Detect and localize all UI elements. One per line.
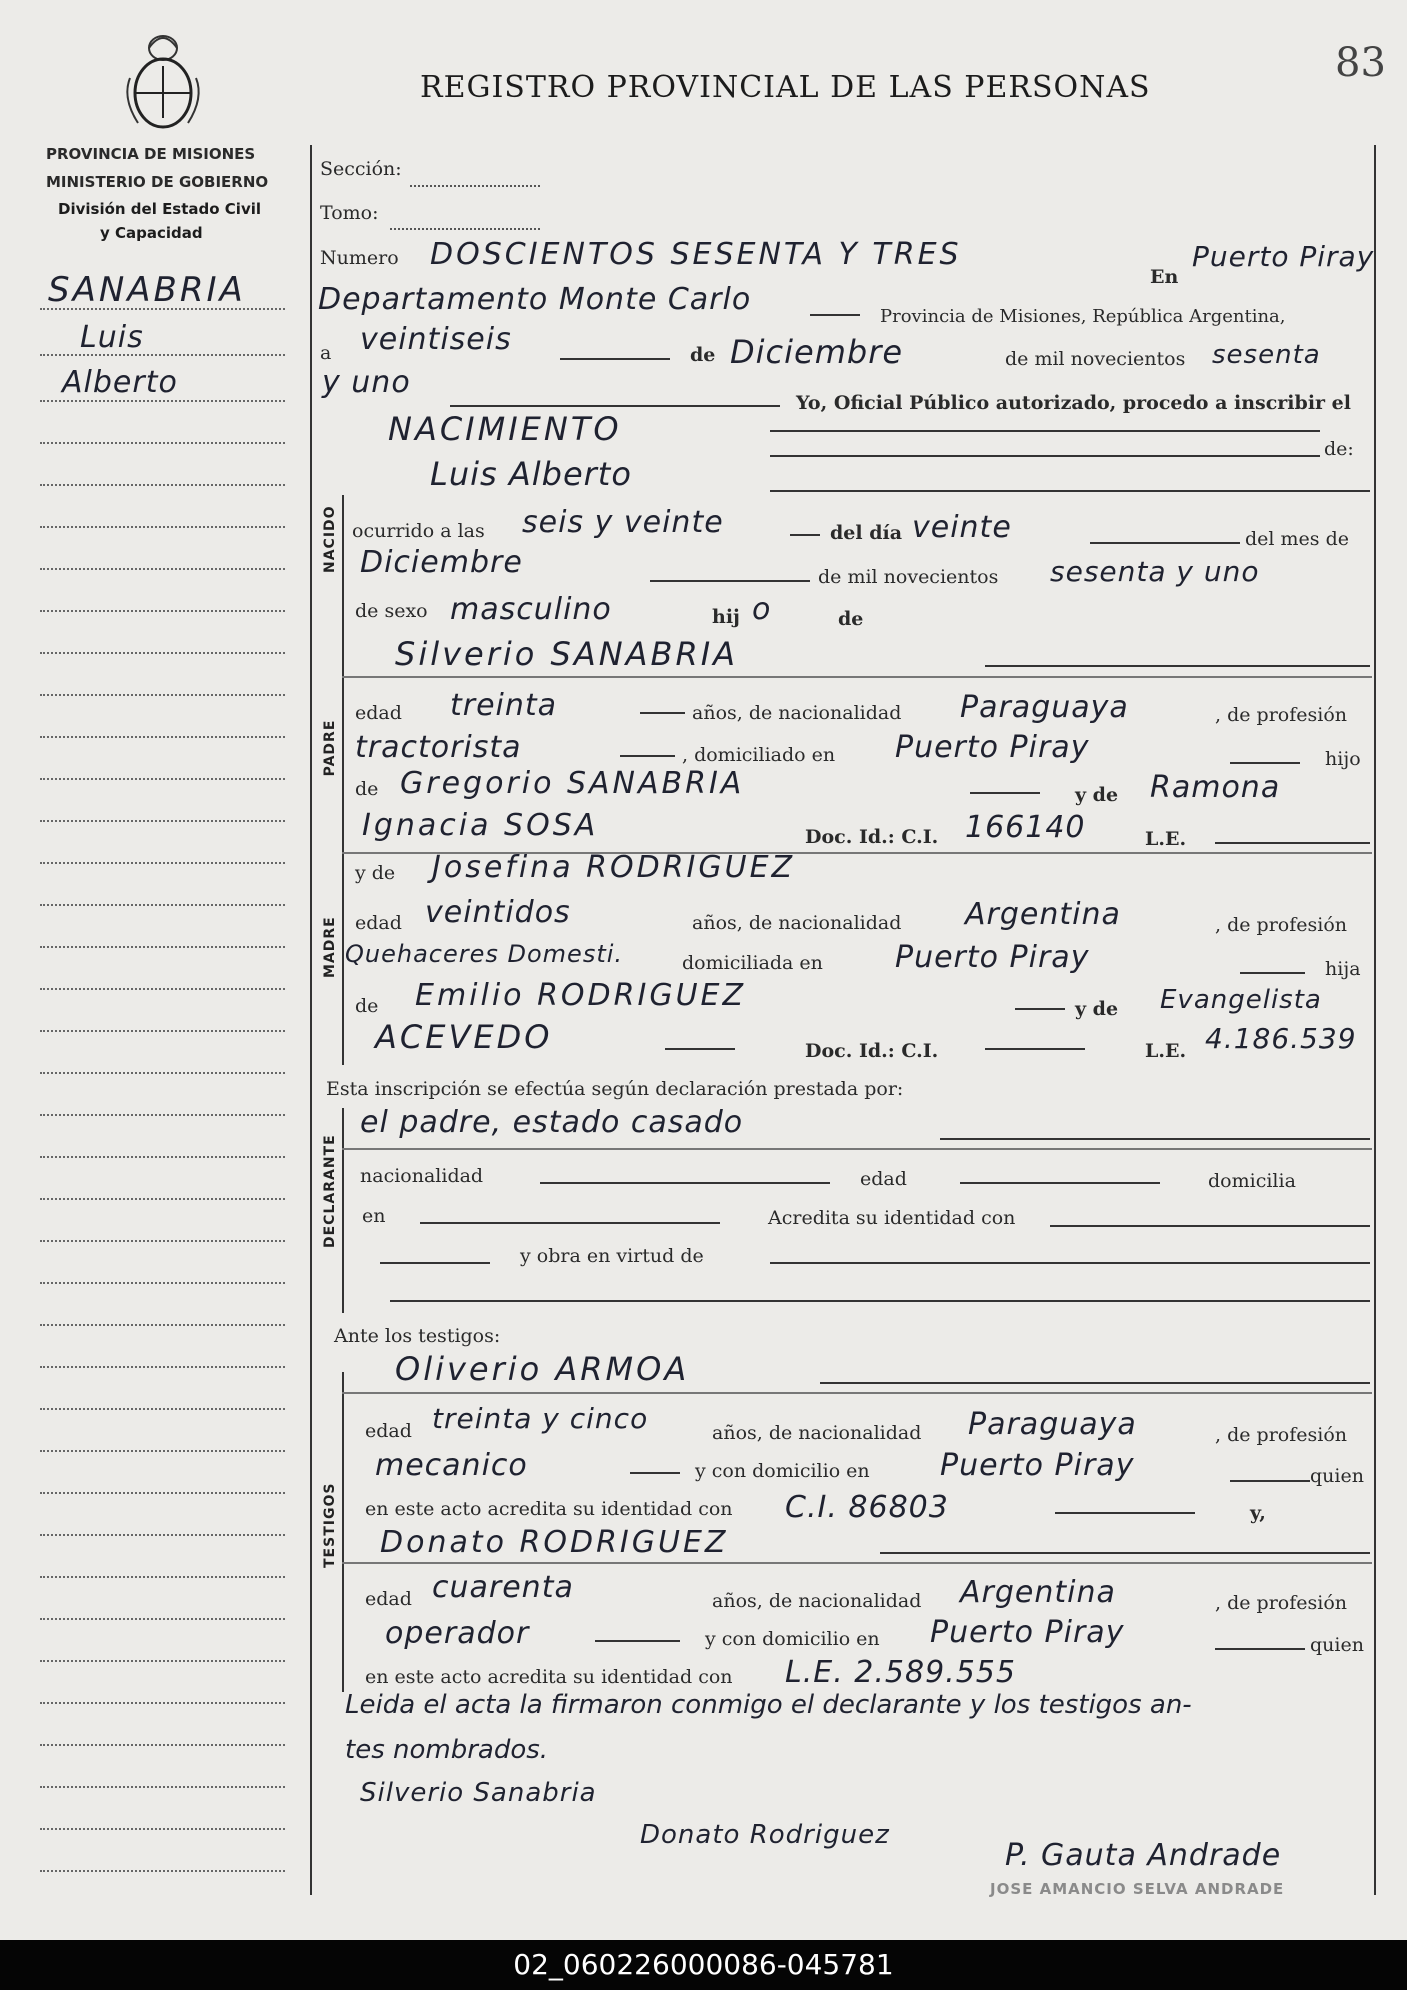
field-padre-madre-a: Ramona bbox=[1150, 770, 1281, 805]
field-padre-edad: treinta bbox=[450, 688, 558, 723]
org-line-2: MINISTERIO DE GOBIERNO bbox=[46, 173, 269, 191]
label-edad-decl: edad bbox=[860, 1168, 907, 1190]
label-profesion-madre: , de profesión bbox=[1215, 914, 1347, 936]
field-testigo1-nacionalidad: Paraguaya bbox=[968, 1407, 1137, 1442]
signature-testigo: Donato Rodriguez bbox=[640, 1820, 890, 1850]
label-de-1: de bbox=[690, 344, 716, 366]
side-label-madre: MADRE bbox=[322, 916, 338, 978]
label-anos-nac-madre: años, de nacionalidad bbox=[692, 912, 902, 934]
label-y-de-padre: y de bbox=[1075, 784, 1119, 806]
label-y-de-madre-2: y de bbox=[1075, 998, 1119, 1020]
label-domicilia-decl: domicilia bbox=[1208, 1170, 1296, 1192]
label-le-madre: L.E. bbox=[1145, 1040, 1187, 1062]
signature-declarante: Silverio Sanabria bbox=[360, 1778, 597, 1808]
field-lugar: Puerto Piray bbox=[1192, 240, 1375, 273]
label-declaracion: Esta inscripción se efectúa según declaración prestada por: bbox=[326, 1078, 904, 1100]
field-madre-padre: Emilio RODRIGUEZ bbox=[415, 978, 747, 1013]
label-acredita-t2: en este acto acredita su identidad con bbox=[365, 1666, 733, 1688]
label-provincia: Provincia de Misiones, República Argentina, bbox=[880, 306, 1286, 327]
label-edad-padre: edad bbox=[355, 702, 402, 724]
field-padre-padre: Gregorio SANABRIA bbox=[400, 766, 745, 801]
field-padre-profesion: tractorista bbox=[355, 730, 522, 765]
field-mes: Diciembre bbox=[730, 333, 904, 371]
field-anio-a: sesenta bbox=[1212, 340, 1321, 370]
label-mil-novecientos-1: de mil novecientos bbox=[1005, 348, 1186, 370]
label-hija: hija bbox=[1325, 958, 1361, 980]
label-edad-madre: edad bbox=[355, 912, 402, 934]
field-testigo1-profesion: mecanico bbox=[375, 1448, 528, 1483]
label-a: a bbox=[320, 342, 332, 364]
coat-of-arms-icon bbox=[118, 18, 208, 136]
label-quien-t2: quien bbox=[1310, 1634, 1364, 1656]
label-de-2: de bbox=[838, 608, 864, 630]
field-dia-nac: veinte bbox=[912, 510, 1012, 545]
field-testigo2-doc: L.E. 2.589.555 bbox=[785, 1655, 1016, 1690]
label-profesion-padre: , de profesión bbox=[1215, 704, 1347, 726]
field-padre-ci: 166140 bbox=[965, 810, 1086, 845]
margin-divider bbox=[310, 145, 312, 1895]
field-padre-domicilio: Puerto Piray bbox=[895, 730, 1090, 765]
label-profesion-t1: , de profesión bbox=[1215, 1424, 1347, 1446]
field-testigo2-nombre: Donato RODRIGUEZ bbox=[380, 1525, 729, 1560]
field-numero: DOSCIENTOS SESENTA Y TRES bbox=[430, 237, 962, 272]
field-acto: NACIMIENTO bbox=[388, 410, 622, 448]
label-yo-oficial: Yo, Oficial Público autorizado, procedo a inscribir el bbox=[796, 392, 1351, 414]
label-quien-t1: quien bbox=[1310, 1465, 1364, 1487]
label-y-coma: y, bbox=[1250, 1502, 1266, 1524]
label-hij: hij bbox=[712, 606, 740, 628]
field-padre-nombre: Silverio SANABRIA bbox=[395, 635, 739, 673]
label-profesion-t2: , de profesión bbox=[1215, 1592, 1347, 1614]
field-testigo2-domicilio: Puerto Piray bbox=[930, 1615, 1125, 1650]
page-number: 83 bbox=[1335, 40, 1386, 86]
field-madre-profesion: Quehaceres Domesti. bbox=[345, 940, 624, 968]
field-padre-nacionalidad: Paraguaya bbox=[960, 690, 1129, 725]
org-line-1: PROVINCIA DE MISIONES bbox=[46, 145, 256, 163]
org-line-4: y Capacidad bbox=[100, 224, 203, 242]
field-madre-madre-b: ACEVEDO bbox=[375, 1018, 553, 1056]
label-de-colon: de: bbox=[1324, 438, 1354, 460]
label-de-madre: de bbox=[355, 995, 379, 1017]
field-testigo2-nacionalidad: Argentina bbox=[960, 1575, 1116, 1610]
label-domiciliada-madre: domiciliada en bbox=[682, 952, 823, 974]
margin-name-1: Luis bbox=[80, 320, 144, 355]
label-edad-t1: edad bbox=[365, 1420, 412, 1442]
field-testigo1-doc: C.I. 86803 bbox=[785, 1490, 949, 1525]
section-divider-nacido-madre bbox=[342, 495, 344, 1065]
field-departamento: Departamento Monte Carlo bbox=[318, 282, 752, 317]
label-seccion: Sección: bbox=[320, 158, 402, 180]
margin-surname: SANABRIA bbox=[48, 270, 246, 310]
field-testigo1-edad: treinta y cinco bbox=[432, 1402, 649, 1435]
label-en: En bbox=[1150, 266, 1179, 288]
field-testigo1-nombre: Oliverio ARMOA bbox=[395, 1350, 690, 1388]
field-padre-madre-b: Ignacia SOSA bbox=[362, 808, 599, 843]
field-madre-domicilio: Puerto Piray bbox=[895, 940, 1090, 975]
side-label-padre: PADRE bbox=[322, 719, 338, 777]
label-acredita-t1: en este acto acredita su identidad con bbox=[365, 1498, 733, 1520]
side-label-declarante: DECLARANTE bbox=[322, 1134, 338, 1248]
label-con-domicilio-t1: y con domicilio en bbox=[695, 1460, 870, 1482]
field-nombre: Luis Alberto bbox=[430, 455, 632, 493]
label-y-de-madre: y de bbox=[355, 862, 396, 884]
section-divider-declarante bbox=[342, 1108, 344, 1313]
field-testigo2-edad: cuarenta bbox=[432, 1570, 574, 1605]
field-madre-edad: veintidos bbox=[425, 895, 571, 930]
label-edad-t2: edad bbox=[365, 1588, 412, 1610]
label-doc-id-padre: Doc. Id.: C.I. bbox=[805, 826, 939, 848]
official-stamp: JOSE AMANCIO SELVA ANDRADE bbox=[990, 1880, 1285, 1898]
label-tomo: Tomo: bbox=[320, 202, 379, 224]
label-anos-nac-t1: años, de nacionalidad bbox=[712, 1422, 922, 1444]
label-ocurrido: ocurrido a las bbox=[352, 520, 485, 542]
label-de-padre: de bbox=[355, 778, 379, 800]
label-en-decl: en bbox=[362, 1205, 386, 1227]
side-label-nacido: NACIDO bbox=[322, 505, 338, 573]
field-sexo: masculino bbox=[450, 592, 612, 627]
field-madre-madre-a: Evangelista bbox=[1160, 985, 1322, 1015]
field-madre-le: 4.186.539 bbox=[1205, 1022, 1357, 1055]
label-anos-nac-t2: años, de nacionalidad bbox=[712, 1590, 922, 1612]
label-con-domicilio-t2: y con domicilio en bbox=[705, 1628, 880, 1650]
label-de-mil: de mil novecientos bbox=[818, 566, 999, 588]
field-declarante: el padre, estado casado bbox=[360, 1105, 744, 1140]
org-line-3: División del Estado Civil bbox=[58, 200, 262, 218]
page-title: REGISTRO PROVINCIAL DE LAS PERSONAS bbox=[420, 70, 1151, 105]
scan-footer: 02_060226000086-045781 bbox=[0, 1940, 1407, 1990]
label-le-padre: L.E. bbox=[1145, 828, 1187, 850]
section-divider-testigos bbox=[342, 1372, 344, 1692]
field-anio-nac: sesenta y uno bbox=[1050, 555, 1260, 588]
field-testigo2-profesion: operador bbox=[385, 1616, 530, 1651]
field-madre-nacionalidad: Argentina bbox=[965, 897, 1121, 932]
label-domiciliado-padre: , domiciliado en bbox=[682, 744, 836, 766]
right-border bbox=[1374, 145, 1376, 1895]
label-de-sexo: de sexo bbox=[355, 600, 428, 622]
field-dia: veintiseis bbox=[360, 322, 512, 357]
label-anos-nac-padre: años, de nacionalidad bbox=[692, 702, 902, 724]
closing-line-2: tes nombrados. bbox=[345, 1735, 549, 1765]
field-mes-nac: Diciembre bbox=[360, 545, 523, 580]
label-obra: y obra en virtud de bbox=[520, 1245, 704, 1267]
closing-line-1: Leida el acta la firmaron conmigo el declarante y los testigos an- bbox=[345, 1690, 1192, 1720]
label-hijo: hijo bbox=[1325, 748, 1361, 770]
label-nacionalidad-decl: nacionalidad bbox=[360, 1165, 484, 1187]
field-hora: seis y veinte bbox=[522, 505, 724, 540]
label-del-mes: del mes de bbox=[1245, 528, 1349, 550]
field-testigo1-domicilio: Puerto Piray bbox=[940, 1448, 1135, 1483]
side-label-testigos: TESTIGOS bbox=[322, 1482, 338, 1568]
label-doc-id-madre: Doc. Id.: C.I. bbox=[805, 1040, 939, 1062]
signature-oficial: P. Gauta Andrade bbox=[1005, 1838, 1282, 1873]
field-anio-b: y uno bbox=[322, 365, 411, 400]
label-numero: Numero bbox=[320, 247, 399, 269]
label-acredita-decl: Acredita su identidad con bbox=[768, 1207, 1016, 1229]
field-hij-suffix: o bbox=[752, 592, 772, 627]
label-ante-testigos: Ante los testigos: bbox=[334, 1325, 501, 1347]
field-madre-nombre: Josefina RODRIGUEZ bbox=[432, 850, 796, 885]
label-del-dia: del día bbox=[830, 522, 903, 544]
margin-name-2: Alberto bbox=[62, 365, 178, 400]
